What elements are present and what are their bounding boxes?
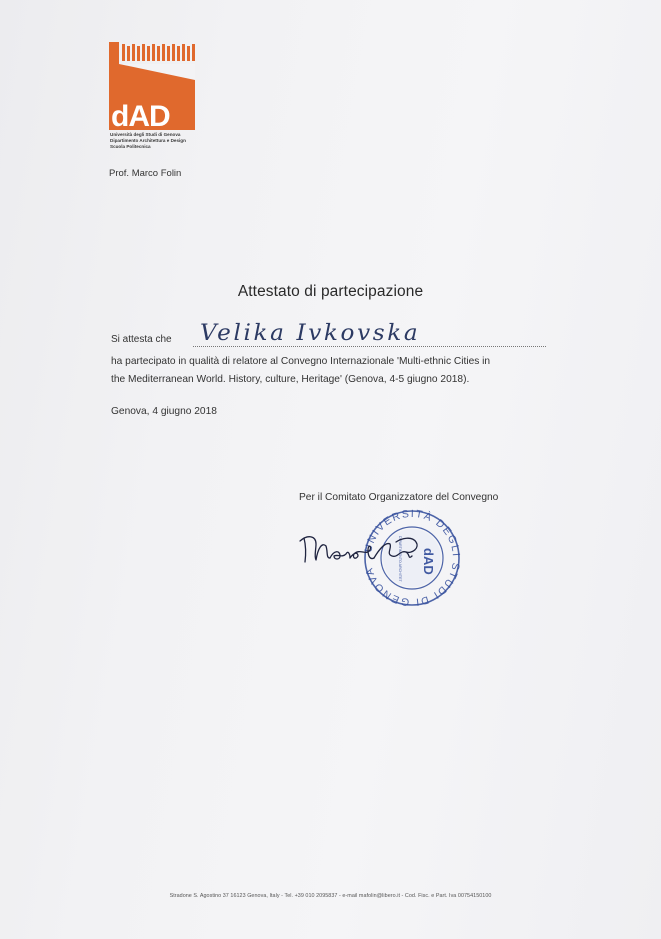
professor-name: Prof. Marco Folin <box>109 168 182 179</box>
participant-name-handwritten: Velika Ivkovska <box>200 321 421 346</box>
certificate-body <box>111 353 571 389</box>
logo-wordmark: dAD <box>111 100 170 130</box>
signature-and-stamp <box>294 508 474 608</box>
footer-address: Stradone S. Agostino 37 16123 Genova, Italy - Tel. +39 010 2095837 - e-mail mafolin@libero.it - Cod. Fisc. e Part. Iva 00754150100 <box>169 893 492 899</box>
university-stamp <box>294 508 462 608</box>
body-line-2: the Mediterranean World. History, culture, Heritage' (Genova, 4-5 giugno 2018). <box>111 374 470 385</box>
dad-logo <box>109 42 195 130</box>
certificate-title: Attestato di partecipazione <box>237 283 424 300</box>
committee-label: Per il Comitato Organizzatore del Convegno <box>299 492 499 503</box>
caption-line-department: Dipartimento Architettura e Design <box>110 138 186 144</box>
attesta-label: Si attesta che <box>111 334 172 345</box>
logo-caption <box>110 132 220 151</box>
date-place: Genova, 4 giugno 2018 <box>111 406 217 417</box>
caption-line-school: Scuola Politecnica <box>110 144 151 150</box>
caption-line-university: Università degli Studi di Genova <box>110 132 181 137</box>
stamp-center-text: dAD <box>421 548 436 575</box>
stamp-ring-text: UNIVERSITÀ DEGLI STUDI DI GENOVA <box>362 508 463 608</box>
name-dotted-line <box>193 346 546 347</box>
stamp-side-text: DIPARTIMENTO ARCHITET <box>398 536 402 582</box>
body-line-1: ha partecipato in qualità di relatore al Convegno Internazionale 'Multi-ethnic Cities in <box>111 356 491 367</box>
